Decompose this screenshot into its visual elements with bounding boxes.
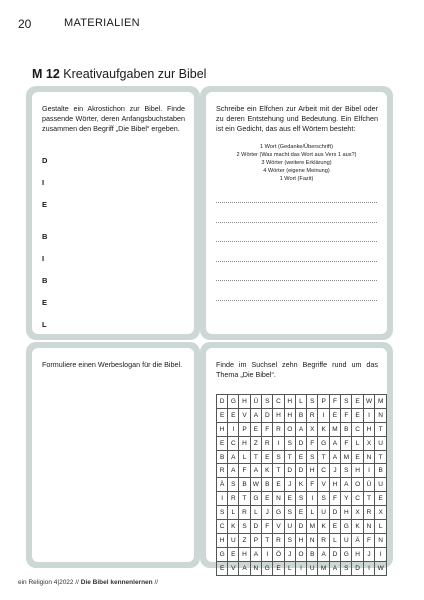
- grid-cell[interactable]: H: [352, 464, 363, 478]
- grid-cell[interactable]: G: [341, 547, 352, 561]
- word-search-card-frame: [200, 342, 393, 572]
- grid-cell[interactable]: I: [363, 561, 375, 575]
- grid-cell[interactable]: X: [352, 506, 363, 520]
- grid-cell[interactable]: A: [295, 422, 306, 436]
- task-title: Kreativaufgaben zur Bibel: [63, 67, 207, 81]
- word-search-card: [206, 348, 387, 572]
- grid-cell[interactable]: O: [352, 478, 363, 492]
- grid-cell[interactable]: L: [228, 506, 239, 520]
- writing-line[interactable]: [216, 300, 377, 301]
- grid-cell[interactable]: S: [239, 520, 250, 534]
- grid-row: [217, 547, 387, 561]
- grid-cell[interactable]: I: [375, 547, 387, 561]
- grid-cell[interactable]: P: [250, 533, 262, 547]
- elfchen-card: [206, 92, 387, 334]
- grid-cell[interactable]: I: [363, 408, 375, 422]
- grid-cell[interactable]: N: [375, 408, 387, 422]
- footer: [18, 579, 158, 586]
- grid-cell[interactable]: K: [228, 520, 239, 534]
- grid-cell[interactable]: A: [329, 436, 340, 450]
- grid-row: [217, 533, 387, 547]
- writing-line[interactable]: [216, 202, 377, 203]
- grid-cell[interactable]: E: [329, 520, 340, 534]
- grid-cell[interactable]: G: [273, 506, 284, 520]
- grid-cell[interactable]: H: [239, 395, 250, 409]
- grid-cell[interactable]: R: [239, 506, 250, 520]
- grid-cell[interactable]: S: [262, 395, 273, 409]
- grid-cell[interactable]: T: [318, 450, 329, 464]
- grid-cell[interactable]: W: [363, 395, 375, 409]
- grid-cell[interactable]: S: [307, 450, 318, 464]
- task-code: M 12: [32, 67, 60, 81]
- grid-cell[interactable]: X: [363, 436, 375, 450]
- grid-cell[interactable]: J: [284, 478, 295, 492]
- acrostic-letter: B: [42, 232, 48, 241]
- grid-cell[interactable]: E: [375, 492, 387, 506]
- grid-cell[interactable]: T: [284, 450, 295, 464]
- grid-cell[interactable]: V: [318, 478, 329, 492]
- acrostic-card-frame: [26, 86, 200, 340]
- grid-cell[interactable]: B: [217, 450, 228, 464]
- grid-row: [217, 506, 387, 520]
- grid-cell[interactable]: E: [352, 395, 363, 409]
- elfchen-line: 3 Wörter (weitere Erklärung): [261, 160, 332, 167]
- grid-cell[interactable]: E: [273, 561, 284, 575]
- grid-cell[interactable]: S: [284, 436, 295, 450]
- grid-cell[interactable]: K: [352, 520, 363, 534]
- grid-cell[interactable]: Z: [250, 436, 262, 450]
- grid-cell[interactable]: U: [375, 478, 387, 492]
- grid-cell[interactable]: L: [284, 561, 295, 575]
- grid-cell[interactable]: O: [284, 422, 295, 436]
- grid-cell[interactable]: V: [228, 561, 239, 575]
- grid-cell[interactable]: H: [273, 408, 284, 422]
- slogan-card-frame: [26, 342, 200, 568]
- grid-cell[interactable]: B: [307, 547, 318, 561]
- grid-cell[interactable]: C: [217, 520, 228, 534]
- grid-cell[interactable]: Y: [341, 492, 352, 506]
- grid-cell[interactable]: A: [250, 408, 262, 422]
- acrostic-letter: B: [42, 276, 48, 285]
- grid-cell[interactable]: H: [284, 395, 295, 409]
- grid-cell[interactable]: S: [341, 561, 352, 575]
- grid-cell[interactable]: D: [262, 408, 273, 422]
- word-search-instruction: Finde im Suchsel zehn Begriffe rund um das Thema „Die Bibel“.: [216, 360, 378, 379]
- grid-cell[interactable]: B: [262, 478, 273, 492]
- grid-cell[interactable]: H: [284, 408, 295, 422]
- grid-cell[interactable]: F: [307, 436, 318, 450]
- grid-cell[interactable]: V: [239, 408, 250, 422]
- slogan-instruction: Formuliere einen Werbeslogan für die Bibel.: [42, 360, 183, 369]
- grid-cell[interactable]: K: [318, 422, 329, 436]
- grid-cell[interactable]: N: [307, 533, 318, 547]
- grid-cell[interactable]: G: [250, 492, 262, 506]
- grid-cell[interactable]: H: [329, 478, 340, 492]
- grid-cell[interactable]: F: [262, 520, 273, 534]
- grid-cell[interactable]: M: [329, 422, 340, 436]
- task-heading: [32, 67, 206, 81]
- grid-cell[interactable]: E: [250, 422, 262, 436]
- grid-cell[interactable]: B: [341, 422, 352, 436]
- grid-row: [217, 422, 387, 436]
- acrostic-letter: E: [42, 200, 48, 209]
- writing-line[interactable]: [216, 241, 377, 242]
- grid-row: [217, 561, 387, 575]
- grid-cell[interactable]: S: [284, 506, 295, 520]
- footer-title: Die Bibel kennenlernen: [80, 579, 153, 586]
- grid-cell[interactable]: S: [284, 533, 295, 547]
- grid-cell[interactable]: I: [217, 492, 228, 506]
- grid-cell[interactable]: H: [217, 422, 228, 436]
- grid-cell[interactable]: H: [352, 547, 363, 561]
- grid-cell[interactable]: X: [307, 422, 318, 436]
- footer-issue: ein Religion 4|2022 //: [18, 579, 81, 586]
- grid-cell[interactable]: R: [228, 492, 239, 506]
- grid-cell[interactable]: L: [375, 520, 387, 534]
- grid-cell[interactable]: E: [329, 408, 340, 422]
- grid-cell[interactable]: H: [363, 422, 375, 436]
- grid-cell[interactable]: A: [341, 478, 352, 492]
- grid-cell[interactable]: U: [375, 436, 387, 450]
- grid-cell[interactable]: G: [217, 547, 228, 561]
- grid-cell[interactable]: D: [295, 464, 306, 478]
- grid-cell[interactable]: S: [341, 464, 352, 478]
- grid-cell[interactable]: Ü: [250, 395, 262, 409]
- grid-cell[interactable]: K: [262, 464, 273, 478]
- grid-cell[interactable]: H: [239, 436, 250, 450]
- grid-cell[interactable]: S: [341, 395, 352, 409]
- writing-line[interactable]: [216, 280, 377, 281]
- grid-cell[interactable]: T: [273, 464, 284, 478]
- grid-cell[interactable]: T: [239, 492, 250, 506]
- grid-cell[interactable]: N: [363, 520, 375, 534]
- grid-cell[interactable]: O: [295, 547, 306, 561]
- grid-cell[interactable]: S: [307, 395, 318, 409]
- elfchen-card-frame: [200, 86, 393, 340]
- grid-cell[interactable]: D: [250, 520, 262, 534]
- grid-cell[interactable]: J: [363, 547, 375, 561]
- grid-cell[interactable]: L: [295, 395, 306, 409]
- grid-cell[interactable]: R: [318, 533, 329, 547]
- grid-cell[interactable]: F: [307, 478, 318, 492]
- grid-cell[interactable]: L: [329, 533, 340, 547]
- footer-suffix: //: [152, 579, 159, 586]
- grid-cell[interactable]: S: [228, 478, 239, 492]
- acrostic-card: [32, 92, 194, 334]
- elfchen-line: 1 Wort (Gedanke/Überschrift): [260, 144, 333, 150]
- grid-cell[interactable]: D: [352, 561, 363, 575]
- grid-cell[interactable]: R: [363, 506, 375, 520]
- grid-cell[interactable]: N: [375, 533, 387, 547]
- grid-cell[interactable]: F: [341, 408, 352, 422]
- grid-cell[interactable]: L: [352, 436, 363, 450]
- grid-cell[interactable]: E: [262, 492, 273, 506]
- grid-cell[interactable]: Ü: [363, 478, 375, 492]
- grid-cell[interactable]: F: [341, 436, 352, 450]
- grid-cell[interactable]: I: [295, 561, 306, 575]
- grid-row: [217, 408, 387, 422]
- grid-cell[interactable]: K: [318, 520, 329, 534]
- grid-cell[interactable]: W: [250, 478, 262, 492]
- acrostic-instruction: Gestalte ein Akrostichon zur Bibel. Finde passende Wörter, deren Anfangsbuchstaben zusammen den Begriff „Die Bibel“ ergeben.: [42, 104, 185, 133]
- slogan-card: [32, 348, 194, 562]
- grid-cell[interactable]: Ä: [352, 533, 363, 547]
- grid-cell[interactable]: I: [318, 408, 329, 422]
- elfchen-structure: [206, 143, 387, 183]
- grid-cell[interactable]: D: [329, 547, 340, 561]
- grid-cell[interactable]: E: [228, 408, 239, 422]
- grid-cell[interactable]: U: [284, 520, 295, 534]
- grid-cell[interactable]: E: [217, 436, 228, 450]
- grid-cell[interactable]: T: [375, 422, 387, 436]
- grid-cell[interactable]: P: [318, 395, 329, 409]
- grid-cell[interactable]: Ä: [217, 478, 228, 492]
- grid-cell[interactable]: T: [375, 450, 387, 464]
- grid-cell[interactable]: J: [262, 506, 273, 520]
- grid-cell[interactable]: M: [341, 450, 352, 464]
- grid-cell[interactable]: C: [352, 422, 363, 436]
- writing-line[interactable]: [216, 222, 377, 223]
- grid-cell[interactable]: G: [318, 436, 329, 450]
- grid-cell[interactable]: A: [228, 464, 239, 478]
- grid-cell[interactable]: C: [228, 436, 239, 450]
- grid-cell[interactable]: I: [307, 492, 318, 506]
- grid-cell[interactable]: I: [273, 436, 284, 450]
- grid-cell[interactable]: X: [375, 506, 387, 520]
- grid-cell[interactable]: R: [307, 408, 318, 422]
- grid-cell[interactable]: N: [250, 561, 262, 575]
- grid-cell[interactable]: E: [352, 408, 363, 422]
- grid-cell[interactable]: D: [217, 395, 228, 409]
- grid-cell[interactable]: F: [363, 533, 375, 547]
- grid-cell[interactable]: G: [228, 395, 239, 409]
- grid-cell[interactable]: A: [250, 547, 262, 561]
- acrostic-letter: I: [42, 178, 45, 187]
- grid-cell[interactable]: Ö: [273, 547, 284, 561]
- grid-cell[interactable]: F: [329, 492, 340, 506]
- grid-cell[interactable]: S: [273, 450, 284, 464]
- grid-cell[interactable]: F: [329, 395, 340, 409]
- grid-cell[interactable]: M: [318, 561, 329, 575]
- grid-cell[interactable]: D: [329, 506, 340, 520]
- grid-cell[interactable]: R: [273, 533, 284, 547]
- grid-cell[interactable]: F: [262, 422, 273, 436]
- grid-cell[interactable]: E: [273, 478, 284, 492]
- grid-cell[interactable]: N: [273, 492, 284, 506]
- grid-cell[interactable]: E: [295, 506, 306, 520]
- grid-cell[interactable]: L: [307, 506, 318, 520]
- grid-cell[interactable]: B: [295, 408, 306, 422]
- acrostic-letter: I: [42, 254, 45, 263]
- grid-cell[interactable]: E: [217, 408, 228, 422]
- grid-cell[interactable]: T: [250, 450, 262, 464]
- grid-cell[interactable]: A: [329, 561, 340, 575]
- acrostic-letter: L: [42, 320, 47, 329]
- grid-cell[interactable]: C: [273, 395, 284, 409]
- grid-cell[interactable]: S: [295, 492, 306, 506]
- grid-cell[interactable]: A: [228, 450, 239, 464]
- grid-cell[interactable]: H: [295, 533, 306, 547]
- grid-cell[interactable]: K: [295, 478, 306, 492]
- elfchen-line: 1 Wort (Fazit): [279, 176, 314, 183]
- grid-cell[interactable]: U: [307, 561, 318, 575]
- grid-row: [217, 520, 387, 534]
- grid-cell[interactable]: G: [262, 561, 273, 575]
- grid-cell[interactable]: D: [295, 436, 306, 450]
- grid-cell[interactable]: B: [375, 464, 387, 478]
- grid-cell[interactable]: V: [273, 520, 284, 534]
- elfchen-instruction: Schreibe ein Elfchen zur Arbeit mit der Bibel oder zu deren Entstehung und Bedeutung. Ein Elfchen ist ein Gedicht, das aus elf Wörtern besteht:: [216, 104, 378, 133]
- grid-cell[interactable]: D: [295, 520, 306, 534]
- grid-cell[interactable]: I: [262, 547, 273, 561]
- grid-cell[interactable]: B: [239, 478, 250, 492]
- grid-cell[interactable]: E: [228, 547, 239, 561]
- grid-cell[interactable]: A: [250, 464, 262, 478]
- grid-cell[interactable]: C: [318, 464, 329, 478]
- grid-cell[interactable]: J: [329, 464, 340, 478]
- grid-cell[interactable]: I: [363, 464, 375, 478]
- grid-cell[interactable]: T: [363, 492, 375, 506]
- grid-cell[interactable]: L: [250, 506, 262, 520]
- writing-line[interactable]: [216, 261, 377, 262]
- acrostic-letter: D: [42, 156, 48, 165]
- grid-row: [217, 395, 387, 409]
- grid-cell[interactable]: H: [239, 547, 250, 561]
- grid-cell[interactable]: C: [352, 492, 363, 506]
- grid-cell[interactable]: H: [307, 464, 318, 478]
- grid-row: [217, 464, 387, 478]
- grid-cell[interactable]: F: [239, 464, 250, 478]
- word-search-grid: [216, 394, 387, 576]
- grid-cell[interactable]: L: [239, 450, 250, 464]
- elfchen-line: 2 Wörter (Was macht das Wort aus Vers 1 aus?): [236, 152, 357, 159]
- grid-cell[interactable]: A: [239, 561, 250, 575]
- acrostic-letter: E: [42, 298, 48, 307]
- elfchen-line: 4 Wörter (eigene Meinung): [263, 168, 330, 175]
- grid-cell[interactable]: E: [262, 450, 273, 464]
- grid-cell[interactable]: A: [318, 547, 329, 561]
- grid-cell[interactable]: T: [262, 533, 273, 547]
- grid-cell[interactable]: D: [284, 464, 295, 478]
- grid-cell[interactable]: Z: [239, 533, 250, 547]
- grid-row: [217, 436, 387, 450]
- grid-cell[interactable]: R: [262, 436, 273, 450]
- grid-cell[interactable]: N: [363, 450, 375, 464]
- grid-row: [217, 478, 387, 492]
- grid-cell[interactable]: H: [341, 506, 352, 520]
- grid-cell[interactable]: S: [318, 492, 329, 506]
- grid-cell[interactable]: W: [375, 561, 387, 575]
- grid-cell[interactable]: R: [217, 464, 228, 478]
- grid-row: [217, 492, 387, 506]
- grid-cell[interactable]: U: [228, 533, 239, 547]
- grid-cell[interactable]: A: [329, 450, 340, 464]
- grid-cell[interactable]: E: [217, 561, 228, 575]
- grid-cell[interactable]: I: [228, 422, 239, 436]
- grid-cell[interactable]: M: [307, 520, 318, 534]
- grid-row: [217, 450, 387, 464]
- grid-cell[interactable]: S: [217, 506, 228, 520]
- grid-cell[interactable]: E: [284, 492, 295, 506]
- section-title: MATERIALIEN: [64, 17, 140, 29]
- grid-cell[interactable]: J: [284, 547, 295, 561]
- grid-cell[interactable]: H: [217, 533, 228, 547]
- grid-cell[interactable]: M: [375, 395, 387, 409]
- grid-cell[interactable]: E: [295, 450, 306, 464]
- grid-cell[interactable]: E: [352, 450, 363, 464]
- grid-cell[interactable]: U: [341, 533, 352, 547]
- page-number: 20: [18, 17, 32, 31]
- grid-cell[interactable]: U: [318, 506, 329, 520]
- grid-cell[interactable]: P: [239, 422, 250, 436]
- grid-cell[interactable]: R: [273, 422, 284, 436]
- grid-cell[interactable]: G: [341, 520, 352, 534]
